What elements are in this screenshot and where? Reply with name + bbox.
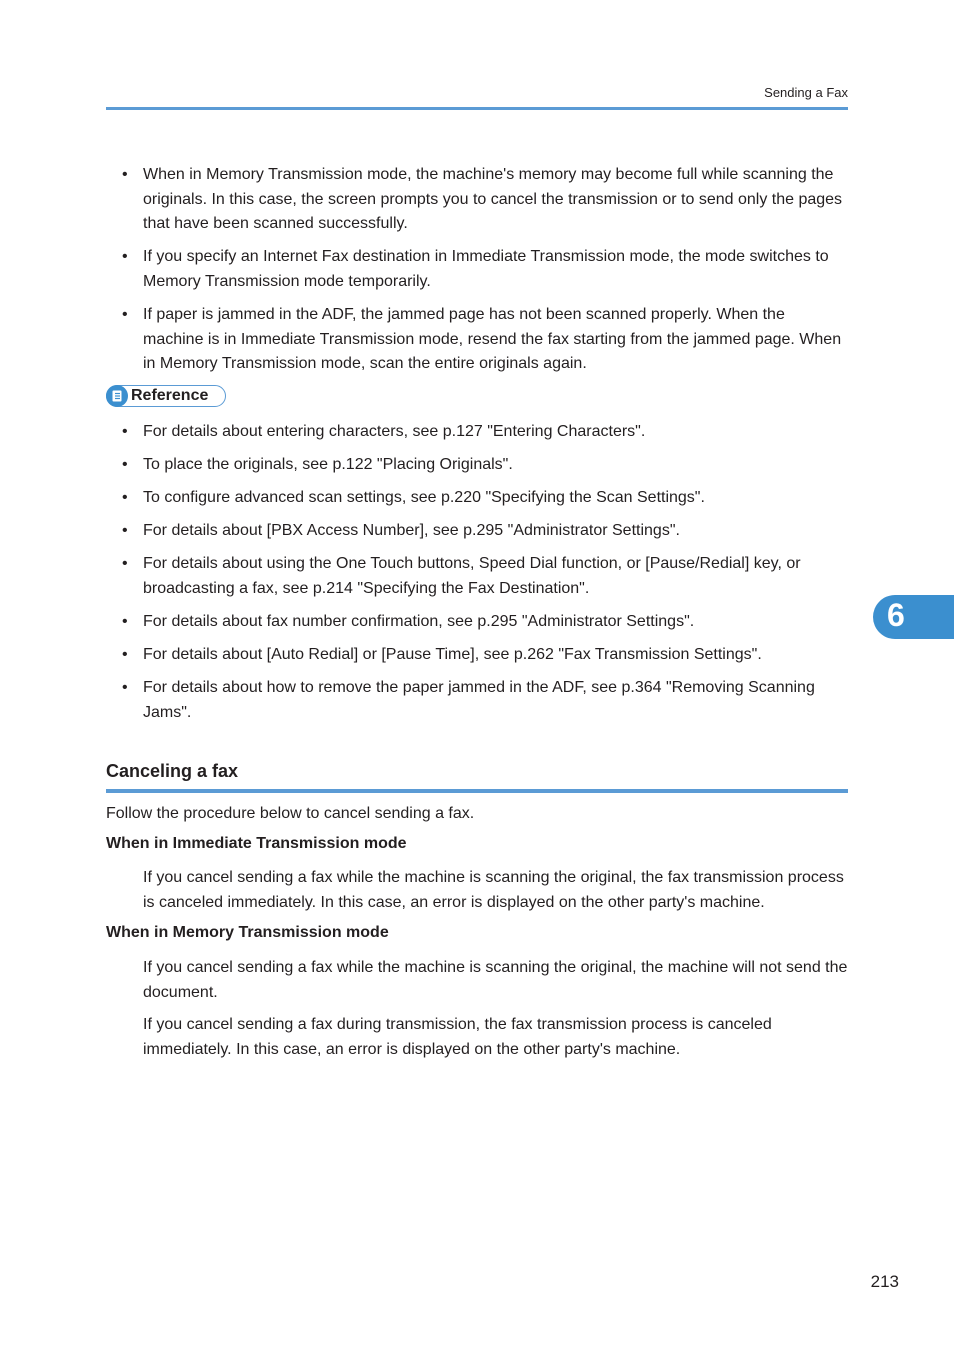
note-text: When in Memory Transmission mode, the machine's memory may become full while scanning the originals. In this case, the screen prompts you to cancel the transmission or to send only the pages that have been scanned successfully. <box>143 166 843 233</box>
immediate-mode-text: If you cancel sending a fax while the machine is scanning the original, the fax transmission process is canceled immediately. In this case, an error is displayed on the other party's machine. <box>143 869 844 911</box>
chapter-tab[interactable] <box>873 595 954 639</box>
reference-link-text[interactable]: For details about entering characters, see p.127 "Entering Characters". <box>143 423 646 440</box>
memory-mode-heading: When in Memory Transmission mode <box>106 924 389 941</box>
list-item: • For details about [Auto Redial] or [Pause Time], see p.262 "Fax Transmission Settings". <box>122 646 762 664</box>
immediate-mode-heading: When in Immediate Transmission mode <box>106 835 407 852</box>
header-rule <box>106 107 848 110</box>
reference-link-text[interactable]: To configure advanced scan settings, see p.220 "Specifying the Scan Settings". <box>143 489 705 507</box>
reference-link-text[interactable]: For details about [Auto Redial] or [Pause Time], see p.262 "Fax Transmission Settings". <box>143 646 762 664</box>
list-item: • For details about how to remove the paper jammed in the ADF, see p.364 "Removing Scanning Jams". <box>122 679 815 721</box>
notes-list <box>106 163 846 385</box>
reference-link-text[interactable]: To place the originals, see p.122 "Placing Originals". <box>143 456 513 474</box>
chapter-number: 6 <box>887 597 905 633</box>
running-header-title: Sending a Fax <box>764 85 848 100</box>
section-rule <box>106 789 848 793</box>
list-item: • For details about using the One Touch buttons, Speed Dial function, or [Pause/Redial] key, or broadcasting a fax, see p.214 "Specifying the Fax Destination". <box>122 555 801 597</box>
reference-label: Reference <box>131 387 209 404</box>
reference-badge <box>106 385 226 407</box>
list-item: • For details about [PBX Access Number], see p.295 "Administrator Settings". <box>122 522 680 540</box>
reference-link-text[interactable]: For details about how to remove the paper jammed in the ADF, see p.364 "Removing Scanning Jams". <box>143 679 815 721</box>
memory-mode-text-1: If you cancel sending a fax while the machine is scanning the original, the machine will not send the document. <box>143 959 848 1001</box>
note-text: If you specify an Internet Fax destination in Immediate Transmission mode, the mode switches to Memory Transmission mode temporarily. <box>143 248 829 290</box>
list-item: • For details about fax number confirmation, see p.295 "Administrator Settings". <box>122 613 695 631</box>
list-item: • If paper is jammed in the ADF, the jammed page has not been scanned properly. When the machine is in Immediate Transmission mode, resend the fax starting from the jammed page. When in Memory Transmission mode, scan the entire originals again. <box>122 305 842 373</box>
list-item: • If you specify an Internet Fax destination in Immediate Transmission mode, the mode switches to Memory Transmission mode temporarily. <box>122 248 829 290</box>
list-item: • To place the originals, see p.122 "Placing Originals". <box>122 456 513 474</box>
page-number: 213 <box>870 1272 899 1291</box>
note-text: If paper is jammed in the ADF, the jammed page has not been scanned properly. When the machine is in Immediate Transmission mode, resend the fax starting from the jammed page. When in Memory Transmission mode, scan the entire originals again. <box>143 305 842 373</box>
reference-book-icon <box>106 385 128 407</box>
section-title: Canceling a fax <box>106 761 239 781</box>
list-item: • When in Memory Transmission mode, the machine's memory may become full while scanning the originals. In this case, the screen prompts you to cancel the transmission or to send only the pages that have been scanned successfully. <box>122 166 843 233</box>
reference-link-text[interactable]: For details about using the One Touch buttons, Speed Dial function, or [Pause/Redial] key, or broadcasting a fax, see p.214 "Specifying the Fax Destination". <box>143 555 801 597</box>
reference-link-text[interactable]: For details about fax number confirmation, see p.295 "Administrator Settings". <box>143 613 695 631</box>
list-item: • For details about entering characters, see p.127 "Entering Characters". <box>122 423 646 440</box>
reference-link-text[interactable]: For details about [PBX Access Number], see p.295 "Administrator Settings". <box>143 522 680 540</box>
section-intro: Follow the procedure below to cancel sending a fax. <box>106 805 475 822</box>
reference-list <box>106 420 846 734</box>
memory-mode-text-2: If you cancel sending a fax during transmission, the fax transmission process is canceled immediately. In this case, an error is displayed on the other party's machine. <box>143 1016 772 1058</box>
list-item: • To configure advanced scan settings, see p.220 "Specifying the Scan Settings". <box>122 489 705 507</box>
